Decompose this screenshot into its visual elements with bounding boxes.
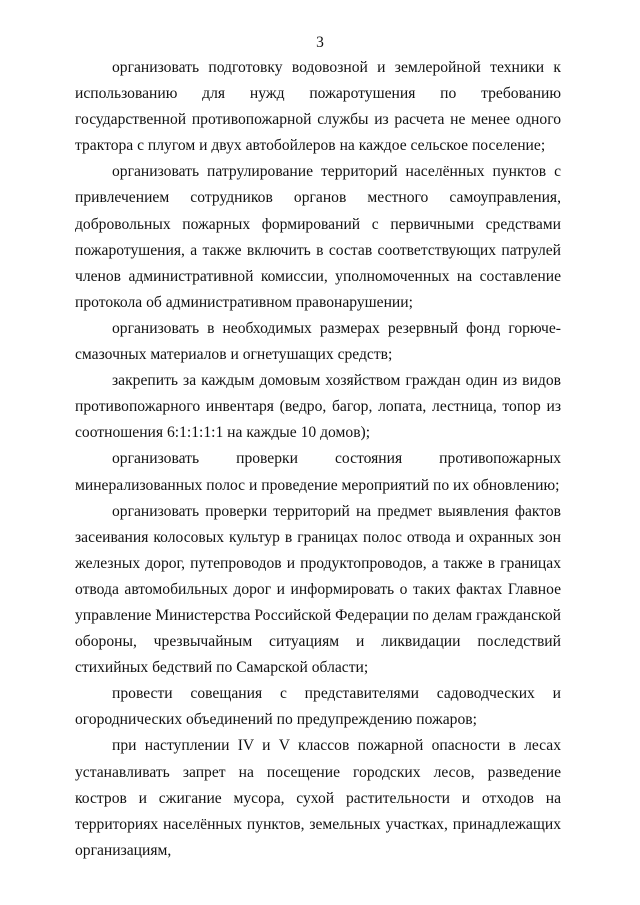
paragraph-fuel-reserve: организовать в необходимых размерах резервный фонд горюче-смазочных материалов и огнетушащих средств; [75,319,561,364]
document-body [75,55,561,864]
paragraph-fire-equipment: закрепить за каждым домовым хозяйством граждан один из видов противопожарного инвентаря (ведро, багор, лопата, лестница, топор из соотношения 6:1:1:1:1 на каждые 10 домов); [75,372,561,442]
paragraph-garden-meetings: провести совещания с представителями садоводческих и огороднических объединений по предупреждению пожаров; [75,685,561,729]
paragraph-firebreak-inspection: организовать проверки состояния противопожарных минерализованных полос и проведение мероприятий по их обновлению; [75,450,561,494]
paragraph-crop-inspection: организовать проверки территорий на предмет выявления фактов засеивания колосовых культур в границах полос отвода и охранных зон железных дорог, путепроводов и продуктопроводов, а также в границах отвода автомобильных дорог и информировать о таких фактах Главное управление Министерства Российской Федерации по делам гражданской обороны, чрезвычайным ситуациям и ликвидации последствий стихийных бедствий по Самарской области; [75,502,561,677]
paragraph-forest-restrictions: при наступлении IV и V классов пожарной опасности в лесах устанавливать запрет на посещение городских лесов, разведение костров и сжигание мусора, сухой растительности и отходов на территориях населённых пунктов, земельных участках, принадлежащих организациям, [75,737,561,859]
paragraph-water-equipment: организовать подготовку водовозной и землеройной техники к использованию для нужд пожаротушения по требованию государственной противопожарной службы из расчета не менее одного трактора с плугом и двух автобойлеров на каждое сельское поселение; [75,59,561,155]
page-number: 3 [316,34,324,51]
paragraph-patrols: организовать патрулирование территорий населённых пунктов с привлечением сотрудников органов местного самоуправления, добровольных пожарных формирований с первичными средствами пожаротушения, а также включить в состав соответствующих патрулей членов административной комиссии, уполномоченных на составление протокола об административном правонарушении; [75,163,561,311]
